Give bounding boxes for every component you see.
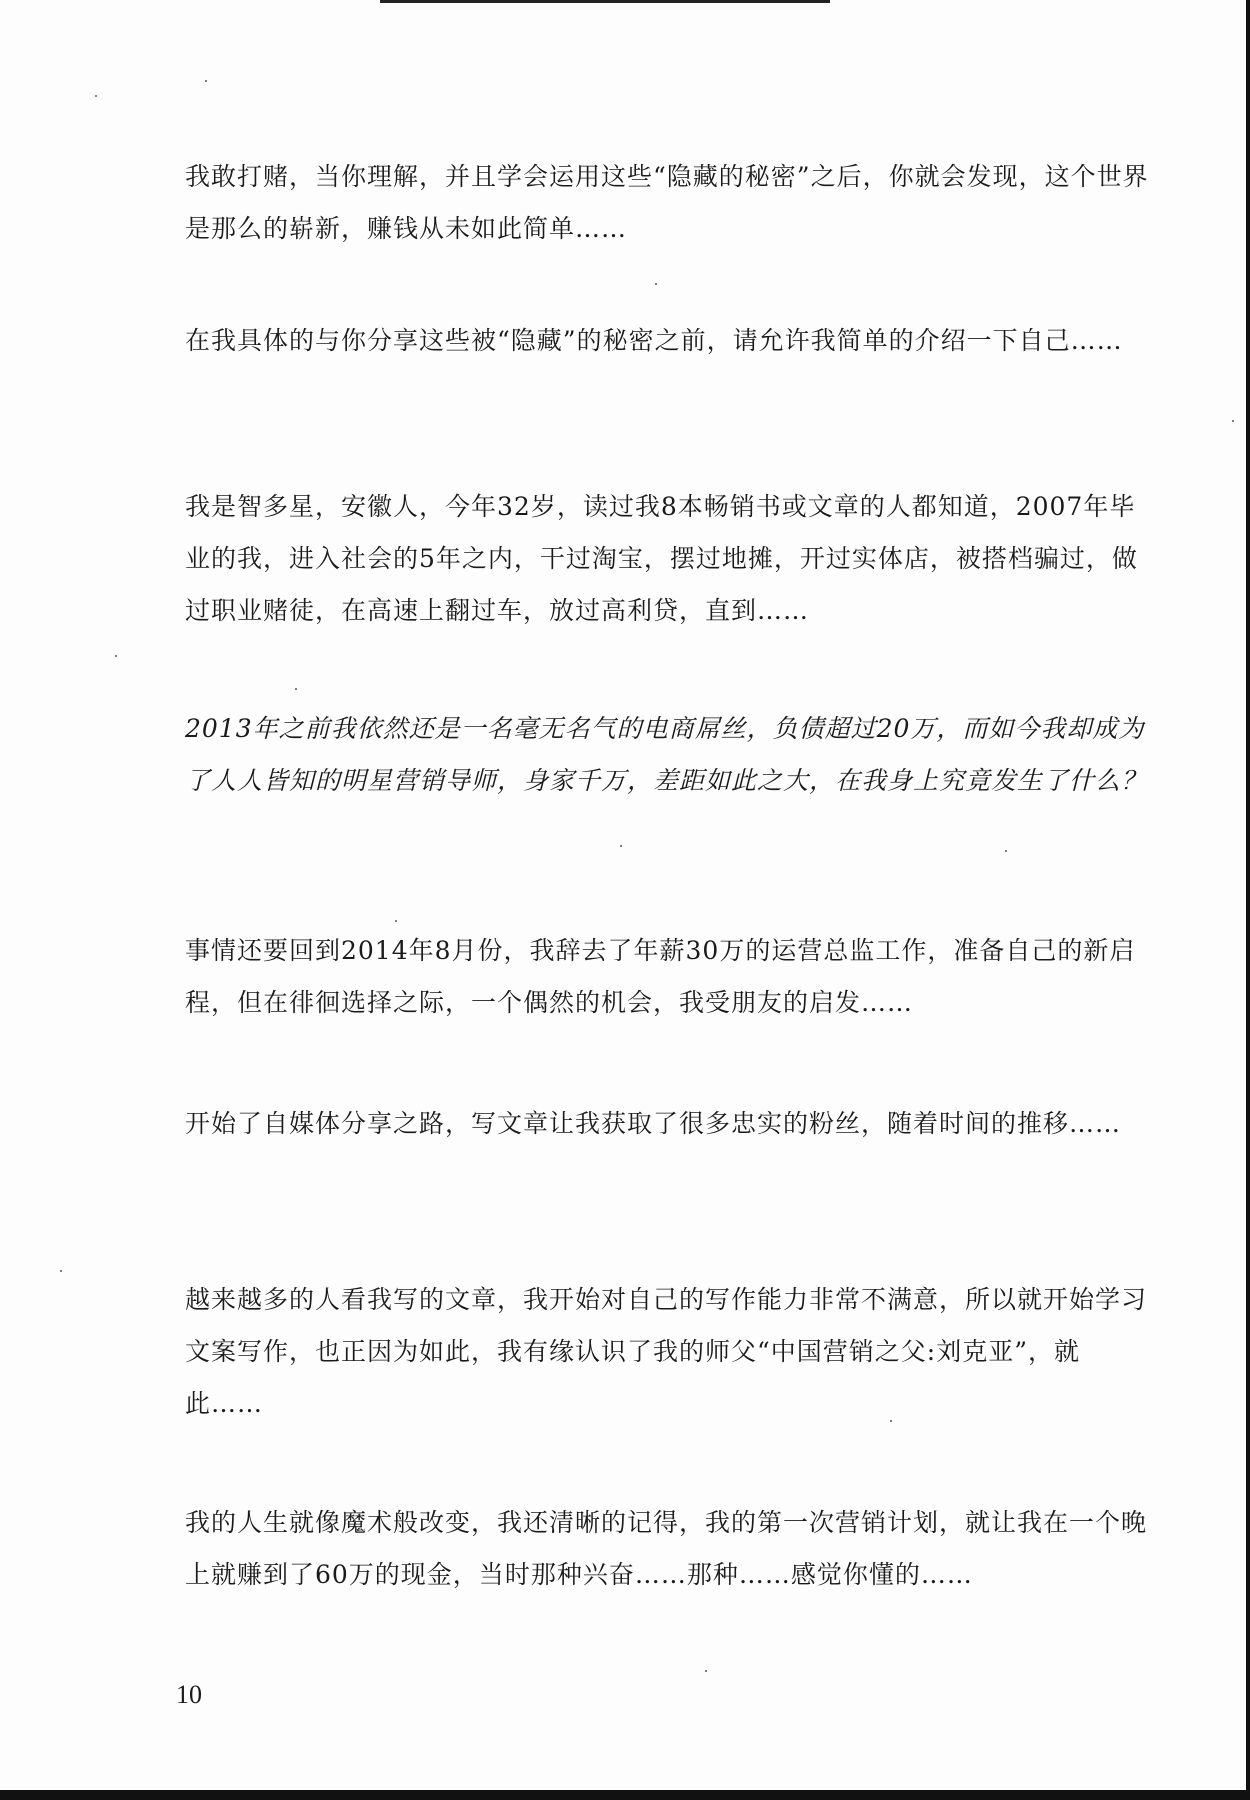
scan-edge-bottom (0, 1790, 1250, 1800)
paragraph-5: 事情还要回到2014年8月份，我辞去了年薪30万的运营总监工作，准备自己的新启程，但在徘徊选择之际，一个偶然的机会，我受朋友的启发…… (185, 936, 1136, 1017)
paragraph-3: 我是智多星，安徽人，今年32岁，读过我8本畅销书或文章的人都知道，2007年毕业的我，进入社会的5年之内，干过淘宝，摆过地摊，开过实体店，被搭档骗过，做过职业赌徒，在高速上翻过车，放过高利贷，直到…… (185, 492, 1138, 625)
scan-speck (1005, 850, 1007, 852)
scan-speck (115, 655, 117, 657)
paragraph-1: 我敢打赌，当你理解，并且学会运用这些“隐藏的秘密”之后，你就会发现，这个世界是那么的崭新，赚钱从未如此简单…… (185, 162, 1149, 243)
scan-speck (395, 920, 397, 922)
paragraph-6: 开始了自媒体分享之路，写文章让我获取了很多忠实的粉丝，随着时间的推移…… (185, 1109, 1122, 1138)
scan-speck (205, 80, 207, 82)
paragraph-4: 2013年之前我依然还是一名毫无名气的电商屌丝，负债超过20万，而如今我却成为了人人皆知的明星营销导师，身家千万，差距如此之大，在我身上究竟发生了什么？ (185, 714, 1148, 795)
paragraph-7: 越来越多的人看我写的文章，我开始对自己的写作能力非常不满意，所以就开始学习文案写作，也正因为如此，我有缘认识了我的师父“中国营销之父:刘克亚”，就此…… (185, 1285, 1148, 1418)
scan-edge-top (380, 0, 830, 3)
scan-speck (620, 845, 622, 847)
scan-speck (655, 283, 657, 285)
scan-speck (295, 688, 297, 690)
paragraph-2: 在我具体的与你分享这些被“隐藏”的秘密之前，请允许我简单的介绍一下自己…… (185, 326, 1123, 355)
scan-edge-right (1246, 0, 1250, 1800)
scan-speck (1232, 420, 1234, 422)
scan-speck (60, 1270, 62, 1272)
scan-speck (705, 1670, 707, 1672)
scan-speck (95, 95, 97, 97)
page-number: 10 (176, 1680, 202, 1709)
paragraph-8: 我的人生就像魔术般改变，我还清晰的记得，我的第一次营销计划，就让我在一个晚上就赚到了60万的现金，当时那种兴奋……那种……感觉你懂的…… (185, 1508, 1148, 1589)
